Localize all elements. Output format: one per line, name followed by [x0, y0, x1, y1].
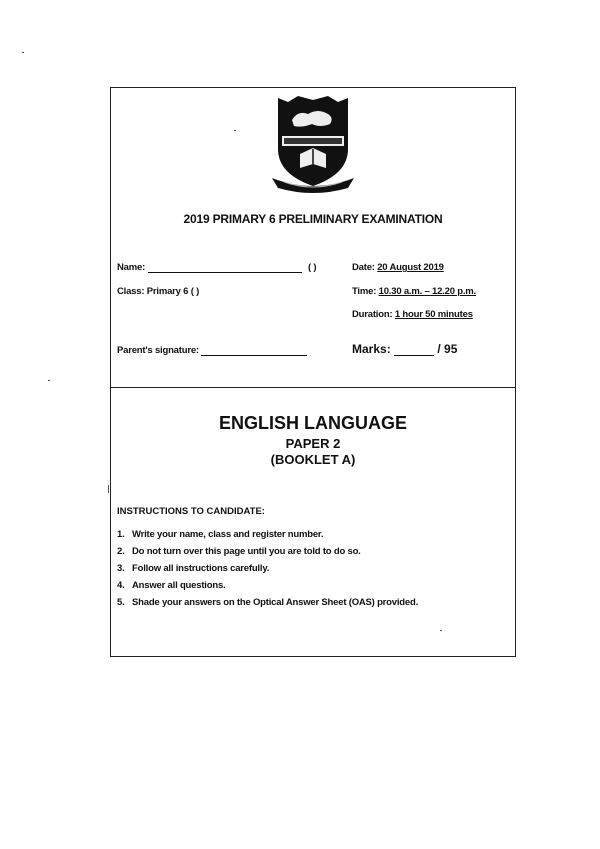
instruction-text: Answer all questions.	[132, 580, 226, 591]
instruction-number: 4.	[117, 580, 125, 591]
name-line	[148, 272, 302, 273]
instruction-item	[117, 597, 418, 608]
instruction-item	[117, 580, 225, 591]
exam-title: 2019 PRIMARY 6 PRELIMINARY EXAMINATION	[183, 212, 443, 226]
booklet-label: (BOOKLET A)	[270, 452, 356, 467]
scan-speck	[234, 130, 236, 131]
instruction-text: Follow all instructions carefully.	[132, 563, 270, 574]
name-label: Name:	[117, 262, 146, 273]
subject-title: ENGLISH LANGUAGE	[218, 413, 407, 433]
register-number-paren: ( )	[307, 262, 317, 273]
marks-line	[394, 355, 434, 356]
time-field	[352, 286, 476, 297]
time-value: 10.30 a.m. – 12.20 p.m.	[378, 286, 476, 297]
class-label: Class: Primary 6 ( )	[117, 286, 200, 297]
scan-speck	[440, 630, 442, 631]
instruction-item	[117, 563, 269, 574]
section-divider	[110, 387, 516, 388]
instruction-number: 3.	[117, 563, 125, 574]
date-label: Date:	[352, 262, 375, 273]
parent-signature-line	[201, 355, 307, 356]
instructions-heading: INSTRUCTIONS TO CANDIDATE:	[117, 506, 265, 517]
instruction-item	[117, 529, 323, 540]
instruction-number: 1.	[117, 529, 125, 540]
paper-number: PAPER 2	[285, 436, 341, 451]
instruction-number: 2.	[117, 546, 125, 557]
parent-signature-label: Parent's signature:	[117, 345, 199, 356]
marks-field	[352, 342, 457, 356]
instruction-text: Write your name, class and register number.	[132, 529, 324, 540]
scan-speck	[48, 380, 50, 381]
instruction-number: 5.	[117, 597, 125, 608]
duration-label: Duration:	[352, 309, 393, 320]
marks-label: Marks:	[352, 342, 391, 356]
school-crest-logo	[268, 94, 358, 194]
scan-speck	[22, 52, 24, 53]
instruction-text: Shade your answers on the Optical Answer Sheet (OAS) provided.	[132, 597, 419, 608]
time-label: Time:	[352, 286, 377, 297]
marks-total: / 95	[437, 342, 458, 356]
name-field	[117, 262, 316, 273]
duration-value: 1 hour 50 minutes	[394, 309, 473, 320]
duration-field	[352, 309, 473, 320]
date-field	[352, 262, 444, 273]
instruction-item	[117, 546, 361, 557]
instruction-text: Do not turn over this page until you are told to do so.	[132, 546, 361, 557]
date-value: 20 August 2019	[377, 262, 444, 273]
parent-signature-field	[117, 345, 307, 356]
scan-speck	[108, 485, 109, 493]
